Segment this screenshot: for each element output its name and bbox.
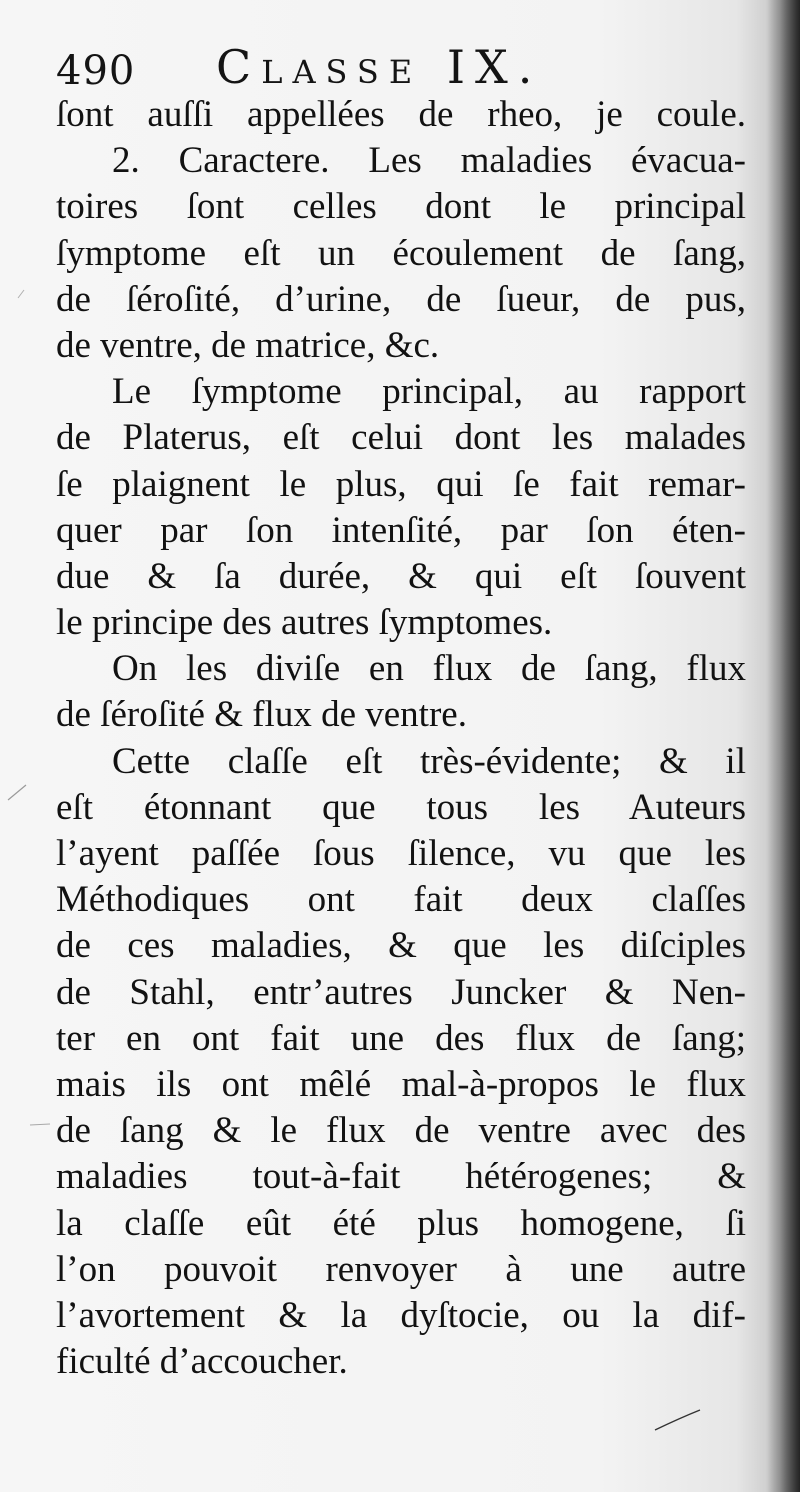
text-line: de ventre, de matrice, &c. (56, 324, 440, 366)
text-line: de Platerus, eſt celui dont les malades (56, 417, 746, 459)
text-line: de ſéroſité, d’urine, de ſueur, de pus, (56, 278, 746, 320)
text-line: ſymptome eſt un écoulement de ſang, (56, 232, 746, 274)
text-line: eſt étonnant que tous les Auteurs (56, 786, 746, 828)
text-line: ficulté d’accoucher. (56, 1341, 348, 1383)
text-line: l’avortement & la dyſtocie, ou la dif- (56, 1294, 746, 1336)
text-line: Cette claſſe eſt très-évidente; & il (112, 740, 746, 782)
text-line: toires ſont celles dont le principal (56, 186, 746, 228)
text-line: l’on pouvoit renvoyer à une autre (56, 1248, 746, 1290)
text-line: de ſéroſité & flux de ventre. (56, 694, 467, 736)
text-line: maladies tout-à-fait hétérogenes; & (56, 1156, 746, 1198)
body-text (56, 92, 746, 1385)
text-line: ſe plaignent le plus, qui ſe fait remar- (56, 463, 746, 505)
text-line: ter en ont fait une des flux de ſang; (56, 1017, 746, 1059)
page-gutter-shadow (766, 0, 800, 1492)
text-line: 2. Caractere. Les maladies évacua- (112, 140, 746, 182)
text-line: Méthodiques ont fait deux claſſes (56, 879, 746, 921)
text-line: le principe des autres ſymptomes. (56, 602, 553, 644)
text-line: l’ayent paſſée ſous ſilence, vu que les (56, 833, 746, 874)
text-line: On les diviſe en flux de ſang, flux (112, 648, 746, 690)
text-line: quer par ſon intenſité, par ſon éten- (56, 509, 746, 551)
text-line: due & ſa durée, & qui eſt ſouvent (56, 555, 746, 597)
page-number: 490 (56, 48, 136, 94)
text-line: de ces maladies, & que les diſciples (56, 925, 746, 967)
text-line: de Stahl, entr’autres Juncker & Nen- (56, 971, 746, 1013)
text-line: Le ſymptome principal, au rapport (112, 371, 746, 413)
running-head: Classe IX. (216, 40, 543, 94)
text-line: la claſſe eût été plus homogene, ſi (56, 1202, 746, 1244)
text-line: ſont auſſi appellées de rheo, je coule. (56, 94, 746, 135)
text-line: mais ils ont mêlé mal-à-propos le flux (56, 1063, 746, 1105)
text-line: de ſang & le flux de ventre avec des (56, 1110, 746, 1152)
